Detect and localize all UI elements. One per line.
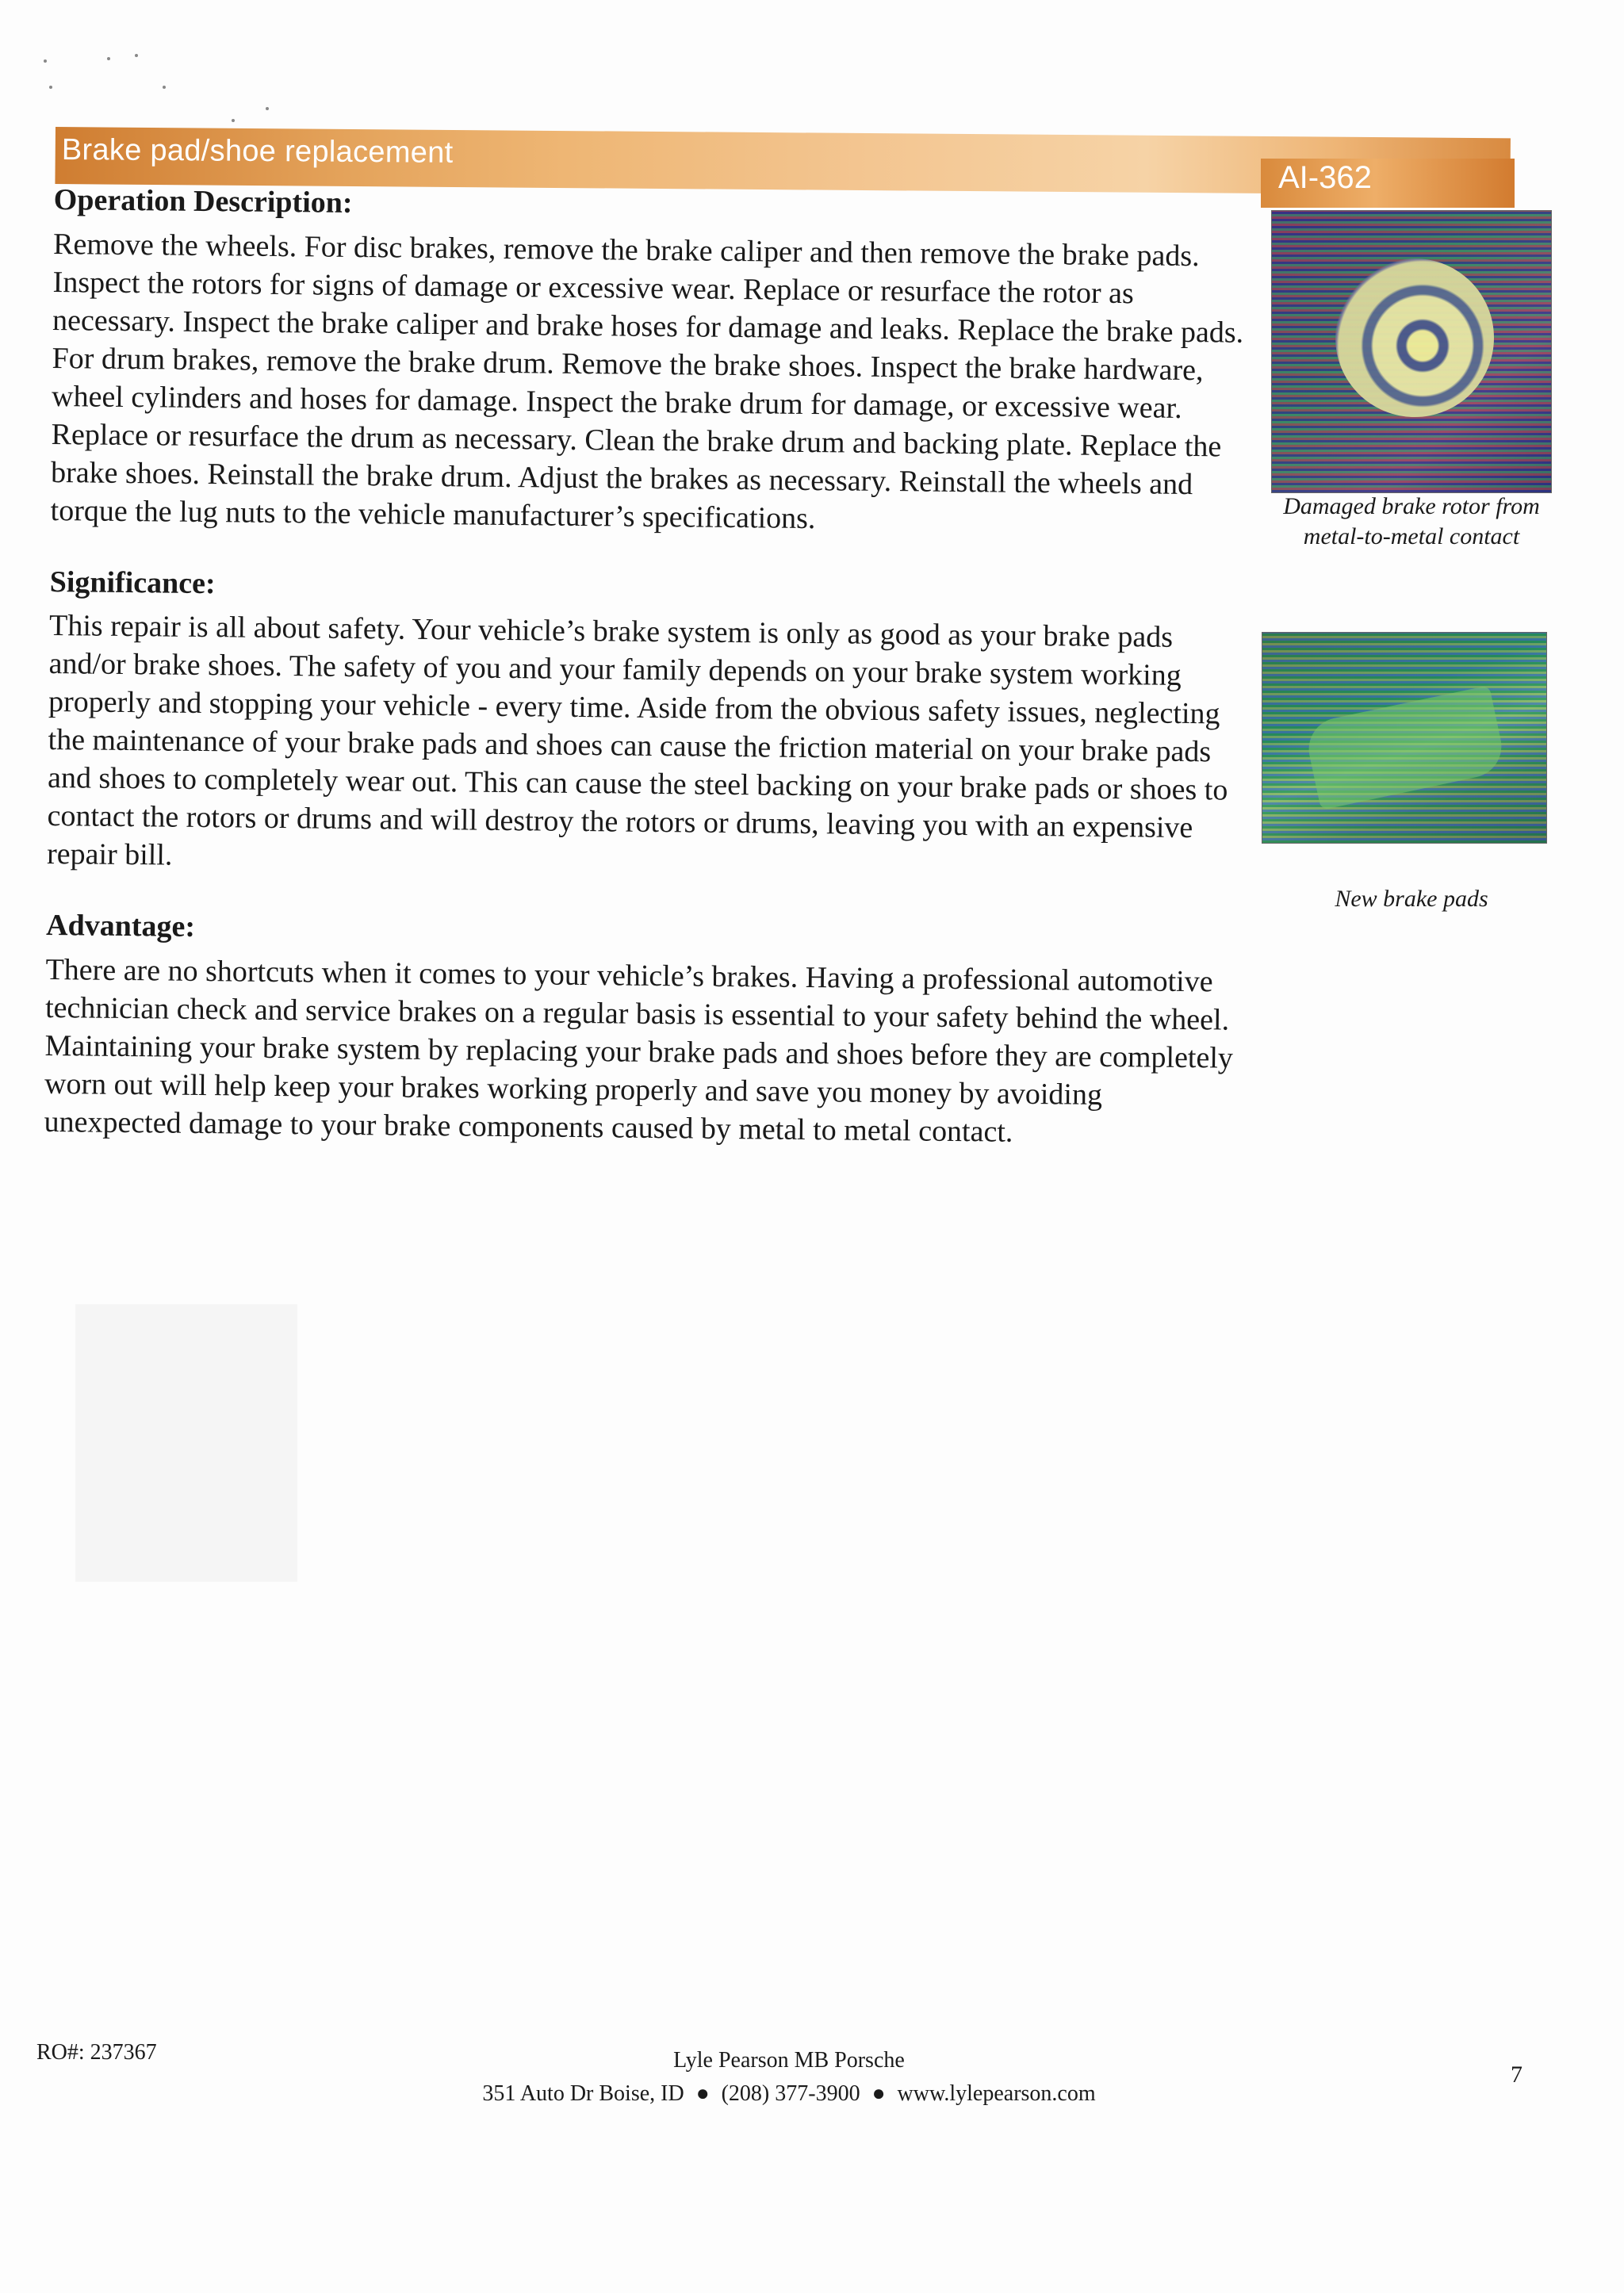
dealer-footer <box>381 2044 1197 2111</box>
advantage-title: Advantage: <box>45 909 196 944</box>
brake-pad-shape <box>1303 685 1507 810</box>
significance-body: This repair is all about safety. Your vehicle’s brake system is only as good as your brake pads and/or brake shoes. The safety of you and your family depends on your brake system working properly and stopping your vehicle - every time. Aside from the obvious safety issues, neglecting the maintenance of your brake pads and shoes can cause the friction material on your brake pads and shoes to completely wear out. This can cause the steel backing on your brake pads or shoes to contact the rotors or drums and will destroy the rotors or drums, leaving you with an expensive repair bill. <box>46 609 1228 872</box>
pads-caption: New brake pads <box>1335 886 1488 912</box>
bullet-separator: ● <box>871 2081 886 2106</box>
service-code: AI-362 <box>1278 160 1372 195</box>
dealer-website: www.lylepearson.com <box>897 2081 1096 2106</box>
dealer-name: Lyle Pearson MB Porsche <box>673 2048 905 2073</box>
dealer-contact-line <box>381 2077 1197 2111</box>
operation-title: Operation Description: <box>53 182 353 220</box>
repair-order-number: RO#: 237367 <box>36 2040 157 2065</box>
rotor-disc-shape <box>1335 258 1494 417</box>
significance-section <box>47 565 1247 886</box>
advantage-body: There are no shortcuts when it comes to your vehicle’s brakes. Having a professional automotive technician check and service brakes on a regular basis is essential to your safety behind the wheel. Maintaining your brake system by replacing your brake pads and shoes before they are completely worn out will help keep your brakes working properly and save you money by avoiding unexpected damage to your brake components caused by metal to metal contact. <box>44 952 1234 1149</box>
rotor-caption: Damaged brake rotor from metal-to-metal contact <box>1283 493 1540 549</box>
operation-section <box>50 182 1251 542</box>
new-brake-pads-photo <box>1262 632 1547 844</box>
operation-body: Remove the wheels. For disc brakes, remove the brake caliper and then remove the brake pads. Inspect the rotors for signs of damage or excessive wear. Replace or resurface the rotor as necessary. Inspect the brake caliper and brake hoses for damage and leaks. Replace the brake pads. For drum brakes, remove the brake drum. Remove the brake shoes. Inspect the brake hardware, wheel cylinders and hoses for damage. Inspect the brake drum for damage, or excessive wear. Replace or resurface the drum as necessary. Clean the brake drum and backing plate. Replace the brake shoes. Reinstall the brake drum. Adjust the brakes as necessary. Reinstall the wheels and torque the lug nuts to the vehicle manufacturer’s specifications. <box>50 227 1244 535</box>
page-number: 7 <box>1511 2061 1522 2088</box>
dealer-address: 351 Auto Dr Boise, ID <box>482 2081 684 2106</box>
advantage-section <box>44 908 1243 1153</box>
bullet-separator: ● <box>695 2081 710 2106</box>
page-title: Brake pad/shoe replacement <box>61 133 454 170</box>
bleed-through-block <box>75 1304 297 1582</box>
main-content <box>44 182 1251 1189</box>
dealer-phone: (208) 377-3900 <box>721 2081 860 2106</box>
damaged-rotor-photo <box>1271 210 1552 493</box>
significance-title: Significance: <box>49 565 216 600</box>
